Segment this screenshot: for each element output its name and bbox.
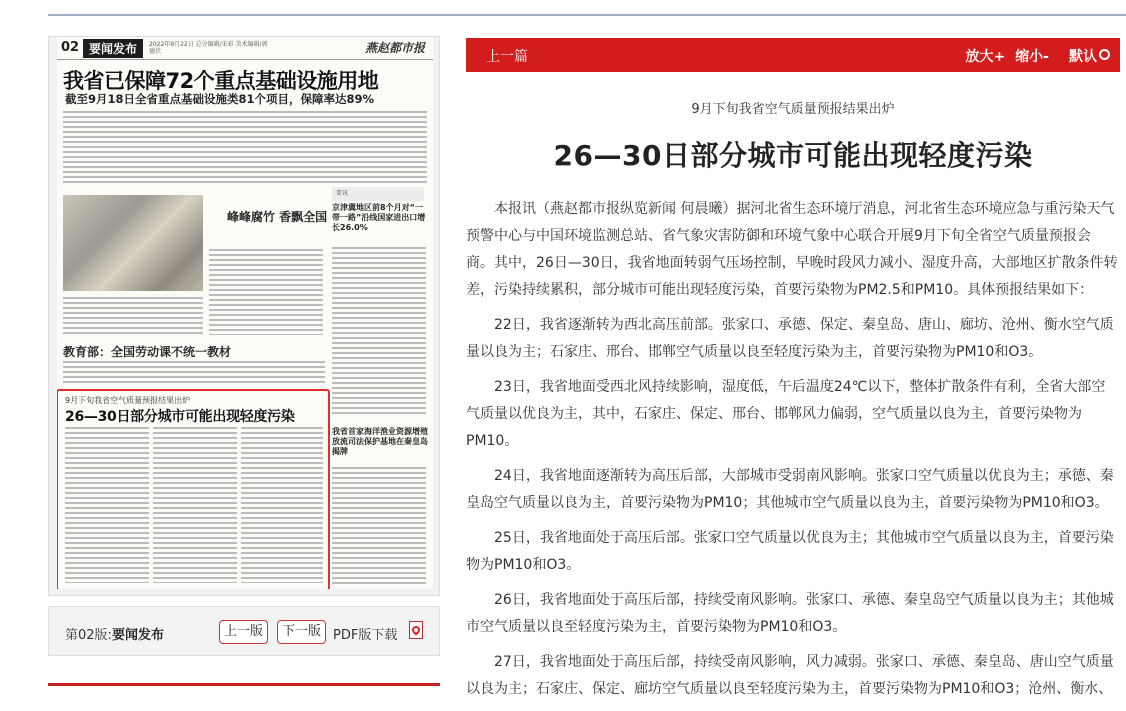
article-paragraph: 23日，我省地面受西北风持续影响，湿度低，午后温度24℃以下，整体扩散条件有利，全省大部空气质量以优良为主，其中，石家庄、保定、邢台、邯郸风力偏弱，空气质量以良为主，首要污染物为PM10。 <box>466 379 1106 449</box>
paper-jing-headline[interactable]: 京津冀地区前8个月对“一带一路”沿线国家进出口增长26.0% <box>332 203 426 232</box>
paper-page-number: 02 <box>61 40 80 55</box>
paper-selected-headline[interactable]: 26—30日部分城市可能出现轻度污染 <box>65 409 295 425</box>
paper-selected-kicker: 9月下旬我省空气质量预报结果出炉 <box>65 396 191 405</box>
article-paragraph: 本报讯（燕赵都市报纵览新闻 何晨曦）据河北省生态环境厅消息，河北省生态环境应急与重污染天气预警中心与中国环境监测总站、省气象灾害防御和环境气象中心联合开展9月下旬全省空气质量预报会商。其中，26日—30日，我省地面转弱气压场控制，早晚时段风力减小、湿度升高，大部地区扩散条件转差，污染持续累积，部分城市可能出现轻度污染，首要污染物为PM2.5和PM10。具体预报结果如下： <box>466 201 1118 298</box>
font-size-controls <box>955 46 1110 66</box>
circle-icon <box>1099 49 1110 60</box>
paper-text-block <box>332 467 426 585</box>
pdf-download-link[interactable]: PDF版下载 <box>333 628 398 643</box>
selected-article-highlight[interactable] <box>57 389 330 589</box>
paper-text-block <box>209 249 323 335</box>
article-toolbar <box>466 38 1120 72</box>
default-size-button[interactable]: 默认 <box>1059 49 1110 65</box>
paper-sea-headline[interactable]: 我省首家海洋渔业资源增殖放流司法保护基地在秦皇岛揭牌 <box>332 427 428 456</box>
article-paragraph: 24日，我省地面逐渐转为高压后部，大部城市受弱南风影响。张家口空气质量以优良为主；承德、秦皇岛空气质量以良为主，首要污染物为PM10；其他城市空气质量以良为主，首要污染物为PM10和O3。 <box>466 468 1114 511</box>
paper-meta: 2022年9月22日 总分编辑/宋彩 美术编辑/郭德伏 <box>149 41 268 55</box>
newspaper-thumbnail-frame <box>48 36 440 596</box>
article-body <box>466 196 1118 711</box>
article-title: 26—30日部分城市可能出现轻度污染 <box>553 139 1033 172</box>
paper-text-block <box>63 361 325 385</box>
paper-news-tag: 要讯 <box>332 187 424 201</box>
paper-text-block <box>63 297 203 335</box>
article-paragraph: 25日，我省地面处于高压后部。张家口空气质量以优良为主；其他城市空气质量以良为主，首要污染物为PM10和O3。 <box>466 530 1114 573</box>
pdf-icon[interactable] <box>409 621 423 639</box>
paper-edu-headline[interactable]: 教育部：全国劳动课不统一教材 <box>63 345 232 359</box>
zoom-in-button[interactable]: 放大+ <box>965 49 1006 65</box>
prev-article-link[interactable]: 上一篇 <box>486 49 528 65</box>
current-page-label: 第02版:要闻发布 <box>65 628 164 643</box>
next-page-button[interactable]: 下一版 <box>277 620 326 644</box>
paper-photo <box>63 195 203 291</box>
paper-lead-subhead: 截至9月18日全省重点基础设施类81个项目，保障率达89% <box>65 92 375 106</box>
paper-text-block <box>63 111 427 185</box>
paper-logo: 燕赵都市报 <box>364 41 425 55</box>
article-kicker: 9月下旬我省空气质量预报结果出炉 <box>691 102 895 117</box>
prev-page-button[interactable]: 上一版 <box>219 620 268 644</box>
paper-section-name: 要闻发布 <box>83 39 143 58</box>
paper-lead-headline[interactable]: 我省已保障72个重点基础设施用地 <box>63 69 379 93</box>
paper-header <box>57 37 433 60</box>
page-navigation-bar <box>48 606 440 656</box>
newspaper-page[interactable] <box>57 37 433 589</box>
article-paragraph: 27日，我省地面处于高压后部，持续受南风影响，风力减弱。张家口、承德、秦皇岛、唐山空气质量以良为主；石家庄、保定、廊坊空气质量以良至轻度污染为主，首要污染物为PM10和O3；沧州、衡水、 <box>466 654 1114 697</box>
paper-text-block <box>332 247 426 417</box>
top-divider <box>48 14 1126 16</box>
paper-photo-title[interactable]: 峰峰腐竹 香飘全国 <box>227 210 328 224</box>
article-paragraph: 22日，我省逐渐转为西北高压前部。张家口、承德、保定、秦皇岛、唐山、廊坊、沧州、衡水空气质量以良为主；石家庄、邢台、邯郸空气质量以良至轻度污染为主，首要污染物为PM10和O3。 <box>466 317 1114 360</box>
article-paragraph: 26日，我省地面处于高压后部，持续受南风影响。张家口、承德、秦皇岛空气质量以良为主；其他城市空气质量以良至轻度污染为主，首要污染物为PM10和O3。 <box>466 592 1114 635</box>
zoom-out-button[interactable]: 缩小- <box>1015 49 1049 65</box>
